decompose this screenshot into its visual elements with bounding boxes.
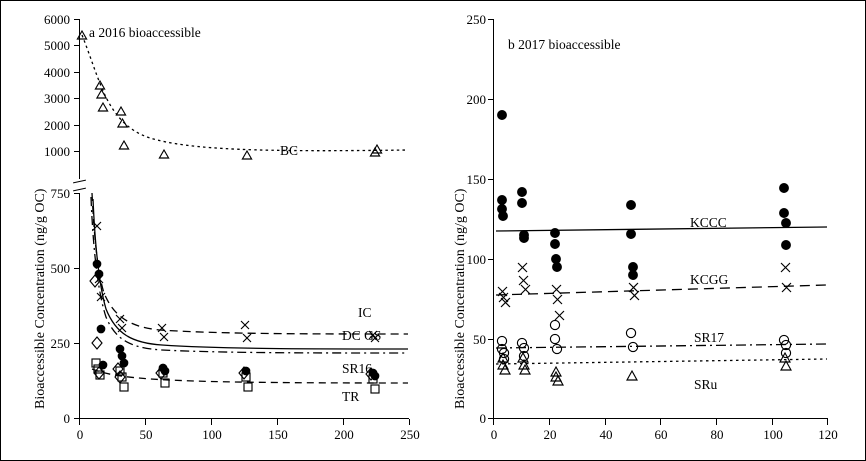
panel-b-ytick-250: 250 <box>466 12 486 27</box>
panel-a-series-label-dcgs: DC GS <box>342 328 382 343</box>
panel-a-ytick-750: 750 <box>50 186 70 201</box>
panel-b-ytick-200: 200 <box>466 92 486 107</box>
panel-a-xtick-100: 100 <box>202 427 222 442</box>
panel-a-series-label-ic: IC <box>358 305 372 320</box>
panel-a-xtick-250: 250 <box>400 427 420 442</box>
panel-b-xtick-100: 100 <box>763 427 783 442</box>
panel-a-ytick-0: 0 <box>63 411 70 426</box>
panel-b-xtick-0: 0 <box>490 427 498 442</box>
panel-b-series-label-sru: SRu <box>694 377 718 392</box>
panel-a-series-label-bc: BC <box>280 143 299 158</box>
panel-a-ytick-1000: 1000 <box>44 144 70 159</box>
panel-b <box>441 9 851 454</box>
panel-b-title: b 2017 bioaccessible <box>508 37 621 52</box>
panel-b-series-label-sr17: SR17 <box>694 330 725 345</box>
panel-a-lower-plot-area <box>79 193 409 419</box>
panel-a-ytick-6000: 6000 <box>44 12 70 27</box>
panel-b-xtick-80: 80 <box>710 427 724 442</box>
panel-b-xtick-120: 120 <box>818 427 838 442</box>
panel-b-xtick-60: 60 <box>654 427 668 442</box>
panel-a <box>19 9 419 454</box>
panel-a-upper-plot-area <box>79 19 409 179</box>
panel-b-data <box>494 19 829 419</box>
panel-a-xtick-0: 0 <box>76 427 84 442</box>
panel-b-plot-area <box>493 19 828 419</box>
panel-a-series-label-sr16: SR16 <box>342 361 373 376</box>
panel-a-ytick-3000: 3000 <box>44 91 70 106</box>
panel-a-upper-data <box>80 19 410 179</box>
panel-a-ytick-5000: 5000 <box>44 38 70 53</box>
panel-a-ytick-4000: 4000 <box>44 65 70 80</box>
panel-a-xtick-50: 50 <box>139 427 153 442</box>
panel-a-series-label-tr: TR <box>342 389 360 404</box>
panel-a-title: a 2016 bioaccessible <box>89 25 201 40</box>
panel-b-ytick-150: 150 <box>466 172 486 187</box>
panel-b-series-label-kccc: KCCC <box>690 215 727 230</box>
panel-b-ytick-100: 100 <box>466 252 486 267</box>
panel-b-ytick-0: 0 <box>479 411 486 426</box>
panel-b-xtick-20: 20 <box>543 427 557 442</box>
panel-a-xtick-150: 150 <box>268 427 288 442</box>
panel-a-y-axis-label: Bioaccessible Concentration (ng/g OC) <box>33 188 48 409</box>
panel-a-xtick-200: 200 <box>334 427 354 442</box>
panel-b-ytick-50: 50 <box>473 332 486 347</box>
panel-b-series-label-kcgg: KCGG <box>690 272 729 287</box>
panel-b-xtick-40: 40 <box>599 427 613 442</box>
panel-a-ytick-250: 250 <box>50 336 70 351</box>
panel-a-ytick-2000: 2000 <box>44 118 70 133</box>
panel-a-ytick-500: 500 <box>50 261 70 276</box>
panel-b-y-axis-label: Bioaccessible Concentration (ng/g OC) <box>453 188 468 409</box>
